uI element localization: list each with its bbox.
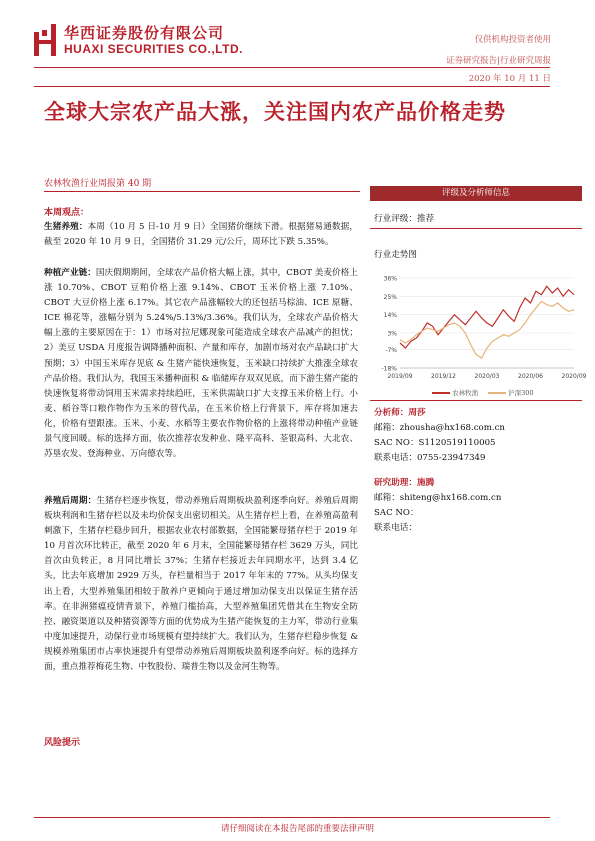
- poultry-label: 养殖后周期：: [44, 496, 97, 506]
- legend-index-swatch: [488, 392, 506, 394]
- trend-chart: [372, 272, 587, 388]
- planting-label: 种植产业链：: [44, 268, 96, 278]
- hog-paragraph: [44, 220, 358, 250]
- assistant-phone: 联系电话：: [374, 523, 417, 533]
- analyst-phone: 联系电话：0755-23947349: [374, 453, 486, 463]
- assistant-label: 研究助理：: [374, 478, 417, 488]
- rating-value: 推荐: [416, 214, 435, 224]
- footer-disclaimer: 请仔细阅读在本报告尾部的重要法律声明: [220, 824, 374, 834]
- header-divider: [34, 67, 550, 68]
- legend-index: [488, 388, 534, 397]
- company-logo-icon: [34, 24, 56, 56]
- hog-text: 本周（10 月 5 日-10 月 9 日）全国猪价继续下滑。根据猪易通数据，截至 2020 年 10 月 9 日，全国猪价 31.29 元/公斤，周环比下跌 5.35%。: [44, 222, 358, 248]
- viewpoint-heading: 本周观点：: [44, 208, 90, 218]
- y-tick-label: -7%: [385, 347, 397, 355]
- y-tick-label: 36%: [383, 275, 397, 283]
- y-tick-label: 3%: [387, 330, 397, 338]
- sidebar-divider-2: [370, 400, 582, 401]
- report-date: 2020 年 10 月 11 日: [468, 74, 551, 84]
- x-tick-label: 2020/03: [474, 373, 500, 380]
- rating-row: [374, 212, 434, 224]
- planting-text: 国庆假期期间，全球农产品价格大幅上涨，其中，CBOT 美麦价格上涨 10.70%、CBOT 豆粕价格上涨 9.14%、CBOT 玉米价格上涨 7.10%、CBOT 大豆价格上涨 6.17%。其它农产品涨幅较大的还包括马棕油、ICE 原糖、ICE 棉花等，涨幅分别为 5.24%/5.13%/3.36%。我们认为，全球农产品价格大幅上涨的主要原因在于：1）市场对拉尼娜现象可能造成全球农产品减产的担忧；2）美豆 USDA 月度报告调降播种面积、产量和库存，加剧市场对农产品缺口扩大预期；3）中国玉米库存见底 & 生猪产能快速恢复，玉米缺口持续扩大推涨全球农产品价格。我们认为，我国玉米播种面积 & 临储库存双双见底，而下游生猪产能的快速恢复将带动饲用玉米需求持续趋旺，玉米供需缺口扩大支撑玉米价格上行。小麦、稻谷等口粮作物作为玉米的替代品，在玉米价格上行背景下，库存将加速去化，价格有望跟涨。玉米、小麦、水稻等主要农作物价格的上涨将带动种植产业链景气度回暖。标的选择方面，依次推荐农发种业、隆平高科、荃银高科、大北农、苏垦农发、登海种业、万向德农等。: [44, 268, 358, 460]
- y-tick-label: 25%: [383, 293, 397, 301]
- sidebar-divider: [370, 228, 582, 229]
- company-name-en: HUAXI SECURITIES CO.,LTD.: [64, 42, 243, 56]
- assistant-row: [374, 476, 434, 488]
- legend-sector-swatch: [432, 392, 450, 394]
- legend-index-label: 沪深300: [508, 389, 534, 397]
- footer-divider: [34, 817, 550, 818]
- analyst-name: 周莎: [408, 408, 426, 418]
- planting-paragraph: [44, 266, 358, 462]
- x-tick-label: 2019/09: [387, 373, 413, 380]
- y-tick-label: 14%: [383, 312, 397, 320]
- analyst-email: 邮箱：zhousha@hx168.com.cn: [374, 423, 505, 433]
- report-category: 证券研究报告|行业研究周报: [446, 56, 551, 66]
- x-tick-label: 2020/09: [561, 373, 587, 380]
- legend-sector: [432, 388, 478, 397]
- legend-sector-label: 农林牧渔: [452, 389, 479, 397]
- series-line-sector: [400, 286, 574, 348]
- hog-label: 生猪养殖：: [44, 222, 88, 232]
- analyst-label: 分析师：: [374, 408, 409, 418]
- analyst-row: [374, 406, 426, 418]
- x-tick-label: 2020/06: [518, 373, 543, 380]
- x-tick-label: 2019/12: [431, 373, 456, 380]
- poultry-text: 生猪存栏逐步恢复，带动养殖后周期板块盈利逐季向好。养殖后周期板块利润和生猪存栏以及未均价保支出密切相关。从生猪存栏上看，在养殖高盈利刺激下，生猪存栏稳步回升，根据农业农村部数据，全国能繁母猪存栏于 2019 年 10 月首次环比转正，截至 2020 年 6 月末，全国能繁母猪存栏 3629 万头，同比首次由负转正，8 月同比增长 37%；生猪存栏接近去年同期水平，达到 3.4 亿头，比去年底增加 2929 万头，存栏量相当于 2017 年年末的 77%。从头均保支出上看，大型养殖集团相较于散养户更倾向于通过增加动保支出以保证生猪存活率。在非洲猪瘟疫情背景下，养殖门槛抬高，大型养殖集团凭借其在生物安全防控、融资渠道以及种猪资源等方面的优势成为生猪产能恢复的主力军，带动行业集中度加速提升，动保行业市场规模有望持续扩大。我们认为，生猪存栏稳步恢复 & 规模养殖集团市占率快速提升有望带动养殖后周期板块盈利逐季向好。标的选择方面，重点推荐梅花生物、中牧股份、瑞普生物以及金河生物等。: [44, 496, 358, 673]
- header-divider-2: [34, 86, 550, 87]
- trend-title: 行业走势图: [374, 250, 417, 260]
- report-subtitle: 农林牧渔行业周报第 40 期: [44, 179, 152, 189]
- rating-label: 行业评级：: [374, 214, 417, 224]
- report-title: 全球大宗农产品大涨，关注国内农产品价格走势: [44, 100, 506, 124]
- assistant-sac: SAC NO：: [374, 508, 419, 518]
- risk-heading: 风险提示: [44, 738, 81, 748]
- company-name-cn: 华西证券股份有限公司: [64, 24, 225, 42]
- analyst-sac: SAC NO：S1120519110005: [374, 438, 496, 448]
- assistant-email: 邮箱：shiteng@hx168.com.cn: [374, 493, 502, 503]
- audience-note: 仅供机构投资者使用: [474, 35, 551, 45]
- y-tick-label: -18%: [381, 365, 397, 373]
- assistant-name: 施腾: [416, 478, 435, 488]
- sidebar-header: 评级及分析师信息: [370, 186, 582, 201]
- subtitle-divider: [44, 191, 360, 192]
- poultry-paragraph: [44, 494, 358, 675]
